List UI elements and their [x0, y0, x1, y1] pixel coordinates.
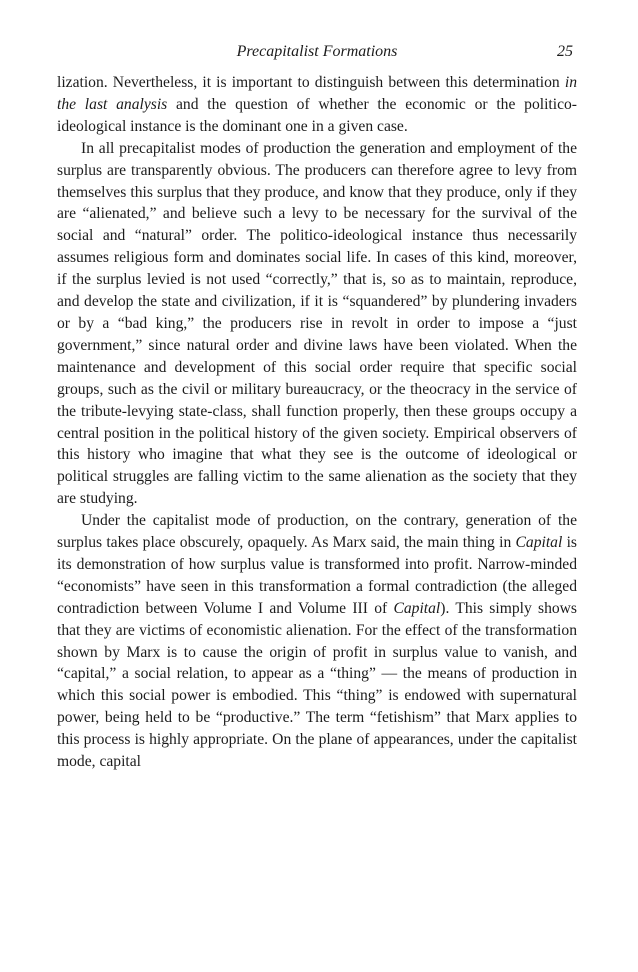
body-text: [57, 72, 577, 773]
book-page: [57, 40, 577, 773]
running-title: Precapitalist Formations: [236, 43, 398, 60]
paragraph: [57, 72, 577, 138]
text-run: and the question of whether the economic or the politico-ideological instance is the dominant one in a given case.: [57, 95, 577, 135]
text-run: is its demonstration of how surplus value is transformed into profit. Narrow-minded “economists” have seen in this transformation a formal contradiction (the alleged contradiction between Volume I and Volume III of: [57, 534, 577, 617]
paragraph: [57, 138, 577, 510]
paragraph: [57, 510, 577, 773]
italic-text: Capital: [393, 599, 441, 617]
text-run: ). This simply shows that they are victims of economistic alienation. For the effect of the transformation shown by Marx is to cause the origin of profit in surplus value to vanish, and “capital,” a social relation, to appear as a “thing” — the means of production in which this social power is embodied. This “thing” is endowed with supernatural power, being held to be “productive.” The term “fetishism” that Marx applies to this process is highly appropriate. On the plane of appearances, under the capitalist mode, capital: [57, 599, 578, 771]
text-run: lization. Nevertheless, it is important to distinguish between this determination: [57, 74, 565, 91]
text-run: Under the capitalist mode of production, on the contrary, generation of the surplus takes place obscurely, opaquely. As Marx said, the main thing in: [57, 512, 577, 552]
italic-text: Capital: [515, 534, 563, 552]
running-head: [57, 40, 577, 64]
page-number: 25: [557, 43, 573, 60]
text-run: In all precapitalist modes of production the generation and employment of the surplus are transparently obvious. The producers can therefore agree to levy from themselves this surplus that they produce, and know that they produce, only if they are “alienated,” and believe such a levy to be necessary for the survival of the social and “natural” order. The politico-ideological instance thus necessarily assumes religious form and dominates social life. In cases of this kind, moreover, if the surplus levied is not used “correctly,” that is, so as to maintain, reproduce, and develop the state and civilization, if it is “squandered” by plundering invaders or by a “bad king,” the producers rise in revolt in order to impose a “just government,” since natural order and divine laws have been violated. When the maintenance and development of this social order require that specific social groups, such as the civil or military bureaucracy, or the theocracy in the service of the tribute-levying state-class, shall function properly, then these groups occupy a central position in the political history of the given society. Empirical observers of this history who imagine that what they see is the outcome of ideological or political struggles are falling victim to the same alienation as the society that they are studying.: [57, 139, 577, 508]
italic-text: in the last analysis: [57, 74, 577, 113]
